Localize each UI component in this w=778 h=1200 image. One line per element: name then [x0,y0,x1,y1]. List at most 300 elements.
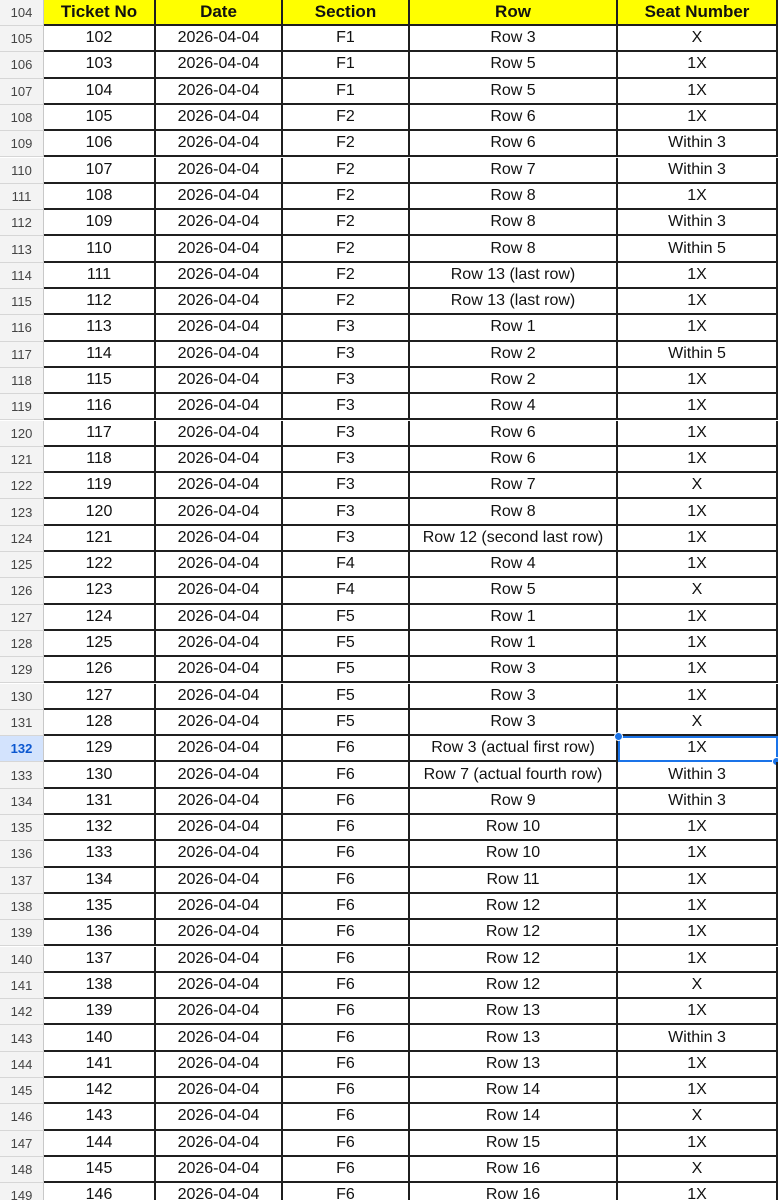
date-cell[interactable]: 2026-04-04 [156,184,283,210]
row-number[interactable]: 146 [0,1104,44,1130]
ticket-no-cell[interactable]: 115 [44,368,156,394]
ticket-no-cell[interactable]: 131 [44,789,156,815]
table-row [0,236,778,262]
row-cell[interactable]: Row 8 [410,184,618,210]
seat-number-cell[interactable]: 1X [618,894,778,920]
date-cell[interactable]: 2026-04-04 [156,657,283,683]
section-cell[interactable]: F6 [283,789,410,815]
date-cell[interactable]: 2026-04-04 [156,947,283,973]
seat-number-cell[interactable]: 1X [618,394,778,420]
ticket-no-cell[interactable]: 119 [44,473,156,499]
date-cell[interactable]: 2026-04-04 [156,605,283,631]
section-cell[interactable]: F4 [283,578,410,604]
date-cell[interactable]: 2026-04-04 [156,26,283,52]
date-cell[interactable]: 2026-04-04 [156,710,283,736]
table-row [0,210,778,236]
seat-number-cell[interactable]: Within 3 [618,762,778,788]
date-cell[interactable]: 2026-04-04 [156,289,283,315]
row-number[interactable]: 139 [0,920,44,946]
seat-number-cell[interactable]: Within 3 [618,789,778,815]
date-cell[interactable]: 2026-04-04 [156,210,283,236]
row-number[interactable]: 140 [0,947,44,973]
seat-number-cell[interactable]: 1X [618,263,778,289]
row-cell[interactable]: Row 11 [410,868,618,894]
row-number[interactable]: 149 [0,1183,44,1200]
ticket-no-cell[interactable]: 132 [44,815,156,841]
row-number[interactable]: 107 [0,79,44,105]
row-cell[interactable]: Row 15 [410,1131,618,1157]
section-cell[interactable]: F6 [283,1157,410,1183]
table-row [0,131,778,157]
ticket-no-cell[interactable]: 110 [44,236,156,262]
seat-number-cell[interactable]: 1X [618,52,778,78]
seat-number-cell[interactable]: 1X [618,1052,778,1078]
section-cell[interactable]: F6 [283,999,410,1025]
row-cell[interactable]: Row 12 [410,920,618,946]
seat-number-cell[interactable]: 1X [618,552,778,578]
row-number[interactable]: 106 [0,52,44,78]
row-number[interactable]: 112 [0,210,44,236]
table-row [0,841,778,867]
date-cell[interactable]: 2026-04-04 [156,736,283,762]
table-row [0,578,778,604]
ticket-no-cell[interactable]: 138 [44,973,156,999]
ticket-no-cell[interactable]: 104 [44,79,156,105]
table-row [0,1052,778,1078]
ticket-no-cell[interactable]: 145 [44,1157,156,1183]
seat-number-cell[interactable]: X [618,1104,778,1130]
seat-number-cell[interactable]: 1X [618,368,778,394]
row-number[interactable]: 129 [0,657,44,683]
row-number[interactable]: 127 [0,605,44,631]
seat-number-cell[interactable]: 1X [618,920,778,946]
row-cell[interactable]: Row 7 [410,473,618,499]
seat-number-cell[interactable]: 1X [618,947,778,973]
table-row [0,657,778,683]
ticket-no-cell[interactable]: 144 [44,1131,156,1157]
ticket-no-cell[interactable]: 143 [44,1104,156,1130]
date-cell[interactable]: 2026-04-04 [156,841,283,867]
section-cell[interactable]: F6 [283,736,410,762]
row-cell[interactable]: Row 8 [410,210,618,236]
row-number[interactable]: 134 [0,789,44,815]
row-number[interactable]: 133 [0,762,44,788]
seat-number-cell[interactable]: X [618,1157,778,1183]
row-number[interactable]: 142 [0,999,44,1025]
date-cell[interactable]: 2026-04-04 [156,236,283,262]
date-cell[interactable]: 2026-04-04 [156,815,283,841]
seat-number-cell[interactable]: 1X [618,289,778,315]
section-cell[interactable]: F6 [283,947,410,973]
row-number[interactable]: 111 [0,184,44,210]
date-cell[interactable]: 2026-04-04 [156,684,283,710]
date-cell[interactable]: 2026-04-04 [156,973,283,999]
ticket-no-cell[interactable]: 126 [44,657,156,683]
section-cell[interactable]: F5 [283,684,410,710]
row-cell[interactable]: Row 13 (last row) [410,263,618,289]
date-cell[interactable]: 2026-04-04 [156,1078,283,1104]
seat-number-cell[interactable]: Within 3 [618,158,778,184]
row-number[interactable]: 113 [0,236,44,262]
date-cell[interactable]: 2026-04-04 [156,394,283,420]
row-cell[interactable]: Row 3 [410,26,618,52]
row-number[interactable]: 144 [0,1052,44,1078]
row-number[interactable]: 120 [0,421,44,447]
ticket-no-cell[interactable]: 136 [44,920,156,946]
section-cell[interactable]: F5 [283,710,410,736]
row-number[interactable]: 137 [0,868,44,894]
row-cell[interactable]: Row 1 [410,631,618,657]
ticket-no-cell[interactable]: 107 [44,158,156,184]
row-number[interactable]: 116 [0,315,44,341]
table-row [0,710,778,736]
column-header-row[interactable]: Row [410,0,618,26]
row-number[interactable]: 128 [0,631,44,657]
column-header-ticket-no[interactable]: Ticket No [44,0,156,26]
ticket-no-cell[interactable]: 142 [44,1078,156,1104]
section-cell[interactable]: F1 [283,52,410,78]
column-header-date[interactable]: Date [156,0,283,26]
row-cell[interactable]: Row 3 [410,657,618,683]
ticket-no-cell[interactable]: 102 [44,26,156,52]
row-cell[interactable]: Row 1 [410,605,618,631]
seat-number-cell[interactable]: Within 3 [618,210,778,236]
row-cell[interactable]: Row 12 [410,894,618,920]
ticket-no-cell[interactable]: 108 [44,184,156,210]
row-cell[interactable]: Row 13 [410,999,618,1025]
ticket-no-cell[interactable]: 134 [44,868,156,894]
table-row [0,789,778,815]
section-cell[interactable]: F2 [283,105,410,131]
row-cell[interactable]: Row 16 [410,1157,618,1183]
date-cell[interactable]: 2026-04-04 [156,342,283,368]
section-cell[interactable]: F3 [283,499,410,525]
date-cell[interactable]: 2026-04-04 [156,263,283,289]
row-number[interactable]: 123 [0,499,44,525]
table-row [0,1183,778,1200]
date-cell[interactable]: 2026-04-04 [156,1052,283,1078]
section-cell[interactable]: F6 [283,920,410,946]
row-cell[interactable]: Row 5 [410,79,618,105]
section-cell[interactable]: F6 [283,1131,410,1157]
row-cell[interactable]: Row 8 [410,236,618,262]
section-cell[interactable]: F2 [283,289,410,315]
seat-number-cell[interactable]: X [618,473,778,499]
section-cell[interactable]: F6 [283,1052,410,1078]
row-number[interactable]: 109 [0,131,44,157]
ticket-no-cell[interactable]: 124 [44,605,156,631]
row-cell[interactable]: Row 6 [410,447,618,473]
date-cell[interactable]: 2026-04-04 [156,999,283,1025]
table-row [0,394,778,420]
table-row [0,1078,778,1104]
row-cell[interactable]: Row 5 [410,578,618,604]
date-cell[interactable]: 2026-04-04 [156,158,283,184]
section-cell[interactable]: F5 [283,657,410,683]
seat-number-cell[interactable]: 1X [618,499,778,525]
section-cell[interactable]: F6 [283,894,410,920]
section-cell[interactable]: F3 [283,421,410,447]
row-cell[interactable]: Row 6 [410,131,618,157]
table-row [0,736,778,762]
date-cell[interactable]: 2026-04-04 [156,1104,283,1130]
date-cell[interactable]: 2026-04-04 [156,315,283,341]
row-cell[interactable]: Row 10 [410,815,618,841]
section-cell[interactable]: F3 [283,447,410,473]
table-row [0,762,778,788]
row-cell[interactable]: Row 5 [410,52,618,78]
section-cell[interactable]: F6 [283,1183,410,1200]
seat-number-cell[interactable]: X [618,578,778,604]
section-cell[interactable]: F6 [283,1025,410,1051]
row-cell[interactable]: Row 3 [410,684,618,710]
ticket-no-cell[interactable]: 106 [44,131,156,157]
section-cell[interactable]: F6 [283,973,410,999]
table-row [0,552,778,578]
section-cell[interactable]: F2 [283,158,410,184]
seat-number-cell[interactable]: 1X [618,1131,778,1157]
date-cell[interactable]: 2026-04-04 [156,578,283,604]
seat-number-cell[interactable]: 1X [618,736,778,762]
row-number[interactable]: 124 [0,526,44,552]
row-number[interactable]: 131 [0,710,44,736]
column-header-seat-number[interactable]: Seat Number [618,0,778,26]
date-cell[interactable]: 2026-04-04 [156,368,283,394]
row-cell[interactable]: Row 14 [410,1078,618,1104]
row-number[interactable]: 115 [0,289,44,315]
ticket-no-cell[interactable]: 123 [44,578,156,604]
ticket-no-cell[interactable]: 109 [44,210,156,236]
date-cell[interactable]: 2026-04-04 [156,526,283,552]
row-number[interactable]: 126 [0,578,44,604]
section-cell[interactable]: F2 [283,236,410,262]
section-cell[interactable]: F3 [283,368,410,394]
table-row [0,52,778,78]
table-row [0,1131,778,1157]
ticket-no-cell[interactable]: 139 [44,999,156,1025]
section-cell[interactable]: F2 [283,263,410,289]
section-cell[interactable]: F2 [283,131,410,157]
row-cell[interactable]: Row 12 [410,973,618,999]
row-number[interactable]: 148 [0,1157,44,1183]
row-number[interactable]: 117 [0,342,44,368]
ticket-no-cell[interactable]: 118 [44,447,156,473]
seat-number-cell[interactable]: Within 5 [618,342,778,368]
date-cell[interactable]: 2026-04-04 [156,499,283,525]
ticket-no-cell[interactable]: 127 [44,684,156,710]
row-number[interactable]: 138 [0,894,44,920]
seat-number-cell[interactable]: 1X [618,657,778,683]
ticket-no-cell[interactable]: 114 [44,342,156,368]
ticket-no-cell[interactable]: 122 [44,552,156,578]
ticket-no-cell[interactable]: 120 [44,499,156,525]
ticket-no-cell[interactable]: 141 [44,1052,156,1078]
table-row [0,868,778,894]
section-cell[interactable]: F1 [283,79,410,105]
section-cell[interactable]: F3 [283,473,410,499]
row-cell[interactable]: Row 1 [410,315,618,341]
ticket-no-cell[interactable]: 105 [44,105,156,131]
row-cell[interactable]: Row 12 [410,947,618,973]
row-cell[interactable]: Row 14 [410,1104,618,1130]
table-row [0,421,778,447]
section-cell[interactable]: F6 [283,841,410,867]
seat-number-cell[interactable]: Within 3 [618,131,778,157]
date-cell[interactable]: 2026-04-04 [156,868,283,894]
row-cell[interactable]: Row 10 [410,841,618,867]
seat-number-cell[interactable]: 1X [618,105,778,131]
section-cell[interactable]: F6 [283,762,410,788]
seat-number-cell[interactable]: 1X [618,526,778,552]
section-cell[interactable]: F5 [283,631,410,657]
ticket-no-cell[interactable]: 121 [44,526,156,552]
row-cell[interactable]: Row 2 [410,342,618,368]
row-number[interactable]: 135 [0,815,44,841]
seat-number-cell[interactable]: 1X [618,631,778,657]
row-cell[interactable]: Row 16 [410,1183,618,1200]
row-number-header[interactable]: 104 [0,0,44,26]
section-cell[interactable]: F6 [283,1078,410,1104]
seat-number-cell[interactable]: 1X [618,841,778,867]
row-number[interactable]: 105 [0,26,44,52]
row-cell[interactable]: Row 13 [410,1025,618,1051]
row-number[interactable]: 108 [0,105,44,131]
ticket-no-cell[interactable]: 113 [44,315,156,341]
row-number[interactable]: 122 [0,473,44,499]
row-cell[interactable]: Row 9 [410,789,618,815]
row-cell[interactable]: Row 6 [410,421,618,447]
seat-number-cell[interactable]: 1X [618,605,778,631]
seat-number-cell[interactable]: 1X [618,315,778,341]
section-cell[interactable]: F4 [283,552,410,578]
date-cell[interactable]: 2026-04-04 [156,131,283,157]
seat-number-cell[interactable]: Within 5 [618,236,778,262]
row-number[interactable]: 114 [0,263,44,289]
date-cell[interactable]: 2026-04-04 [156,473,283,499]
table-row [0,1104,778,1130]
row-number[interactable]: 141 [0,973,44,999]
ticket-no-cell[interactable]: 130 [44,762,156,788]
seat-number-cell[interactable]: X [618,710,778,736]
row-cell[interactable]: Row 2 [410,368,618,394]
seat-number-cell[interactable]: Within 3 [618,1025,778,1051]
date-cell[interactable]: 2026-04-04 [156,552,283,578]
ticket-no-cell[interactable]: 133 [44,841,156,867]
date-cell[interactable]: 2026-04-04 [156,894,283,920]
column-header-section[interactable]: Section [283,0,410,26]
row-cell[interactable]: Row 13 (last row) [410,289,618,315]
date-cell[interactable]: 2026-04-04 [156,789,283,815]
table-row [0,973,778,999]
row-cell[interactable]: Row 4 [410,552,618,578]
ticket-no-cell[interactable]: 128 [44,710,156,736]
row-cell[interactable]: Row 12 (second last row) [410,526,618,552]
seat-number-cell[interactable]: X [618,973,778,999]
section-cell[interactable]: F6 [283,1104,410,1130]
section-cell[interactable]: F1 [283,26,410,52]
row-cell[interactable]: Row 4 [410,394,618,420]
seat-number-cell[interactable]: 1X [618,184,778,210]
row-cell[interactable]: Row 3 [410,710,618,736]
date-cell[interactable]: 2026-04-04 [156,920,283,946]
date-cell[interactable]: 2026-04-04 [156,52,283,78]
seat-number-cell[interactable]: X [618,26,778,52]
row-number[interactable]: 143 [0,1025,44,1051]
date-cell[interactable]: 2026-04-04 [156,79,283,105]
row-number[interactable]: 110 [0,158,44,184]
row-number[interactable]: 145 [0,1078,44,1104]
ticket-no-cell[interactable]: 116 [44,394,156,420]
section-cell[interactable]: F2 [283,210,410,236]
seat-number-cell[interactable]: 1X [618,1183,778,1200]
section-cell[interactable]: F3 [283,394,410,420]
row-cell[interactable]: Row 6 [410,105,618,131]
date-cell[interactable]: 2026-04-04 [156,1183,283,1200]
section-cell[interactable]: F2 [283,184,410,210]
ticket-no-cell[interactable]: 103 [44,52,156,78]
seat-number-cell[interactable]: 1X [618,868,778,894]
seat-number-cell[interactable]: 1X [618,815,778,841]
seat-number-cell[interactable]: 1X [618,421,778,447]
section-cell[interactable]: F3 [283,526,410,552]
date-cell[interactable]: 2026-04-04 [156,1131,283,1157]
row-number[interactable]: 147 [0,1131,44,1157]
table-row [0,184,778,210]
ticket-no-cell[interactable]: 112 [44,289,156,315]
table-row [0,342,778,368]
ticket-no-cell[interactable]: 111 [44,263,156,289]
ticket-no-cell[interactable]: 129 [44,736,156,762]
row-number[interactable]: 118 [0,368,44,394]
row-number[interactable]: 119 [0,394,44,420]
row-cell[interactable]: Row 7 [410,158,618,184]
date-cell[interactable]: 2026-04-04 [156,762,283,788]
row-cell[interactable]: Row 3 (actual first row) [410,736,618,762]
ticket-no-cell[interactable]: 125 [44,631,156,657]
row-cell[interactable]: Row 7 (actual fourth row) [410,762,618,788]
section-cell[interactable]: F3 [283,342,410,368]
seat-number-cell[interactable]: 1X [618,79,778,105]
seat-number-cell[interactable]: 1X [618,999,778,1025]
seat-number-cell[interactable]: 1X [618,1078,778,1104]
row-number[interactable]: 125 [0,552,44,578]
seat-number-cell[interactable]: 1X [618,684,778,710]
section-cell[interactable]: F5 [283,605,410,631]
date-cell[interactable]: 2026-04-04 [156,421,283,447]
ticket-no-cell[interactable]: 140 [44,1025,156,1051]
date-cell[interactable]: 2026-04-04 [156,447,283,473]
section-cell[interactable]: F3 [283,315,410,341]
date-cell[interactable]: 2026-04-04 [156,1025,283,1051]
table-row [0,947,778,973]
row-cell[interactable]: Row 8 [410,499,618,525]
ticket-no-cell[interactable]: 137 [44,947,156,973]
date-cell[interactable]: 2026-04-04 [156,105,283,131]
date-cell[interactable]: 2026-04-04 [156,1157,283,1183]
row-number[interactable]: 136 [0,841,44,867]
row-number[interactable]: 130 [0,684,44,710]
section-cell[interactable]: F6 [283,815,410,841]
ticket-no-cell[interactable]: 135 [44,894,156,920]
date-cell[interactable]: 2026-04-04 [156,631,283,657]
row-number[interactable]: 121 [0,447,44,473]
section-cell[interactable]: F6 [283,868,410,894]
seat-number-cell[interactable]: 1X [618,447,778,473]
row-number[interactable]: 132 [0,736,44,762]
row-cell[interactable]: Row 13 [410,1052,618,1078]
ticket-no-cell[interactable]: 117 [44,421,156,447]
ticket-no-cell[interactable]: 146 [44,1183,156,1200]
